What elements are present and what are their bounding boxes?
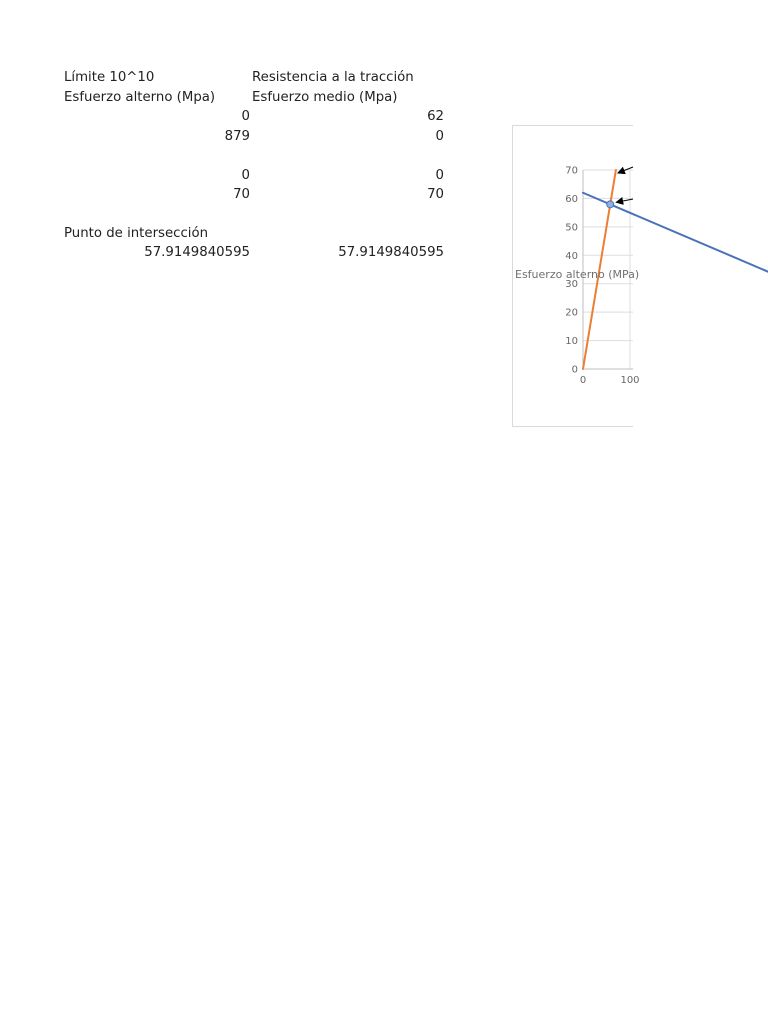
y-tick-label-4: 40 (565, 250, 578, 262)
chart-svg (513, 126, 640, 426)
cell-load-b1: 0 (435, 168, 444, 183)
y-tick-label-3: 30 (565, 279, 578, 291)
y-tick-label-5: 50 (565, 222, 578, 234)
y-tick-label-2: 20 (565, 307, 578, 319)
intersection-marker (607, 201, 614, 208)
cell-goodman-a2: 879 (224, 129, 250, 144)
intersection-b: 57.9149840595 (338, 245, 444, 260)
cell-load-a1: 0 (241, 168, 250, 183)
cell-load-b2: 70 (427, 187, 444, 202)
x-tick-label-0: 0 (579, 375, 587, 386)
header-mean-stress: Esfuerzo medio (Mpa) (252, 90, 398, 105)
y-tick-label-1: 10 (565, 336, 578, 348)
chart-container[interactable] (512, 125, 640, 427)
cell-goodman-a1: 0 (241, 109, 250, 124)
intersection-a: 57.9149840595 (144, 245, 250, 260)
header-limit-label: Límite 10^10 (64, 70, 155, 85)
y-axis-title: Esfuerzo alterno (MPa) (515, 268, 640, 281)
header-tensile-label: Resistencia a la tracción (252, 70, 414, 85)
y-tick-label-7: 70 (565, 165, 578, 177)
cell-goodman-b2: 0 (435, 129, 444, 144)
header-alternating-stress: Esfuerzo alterno (Mpa) (64, 90, 216, 105)
y-tick-label-6: 60 (565, 193, 578, 205)
cell-goodman-b1: 62 (427, 109, 444, 124)
x-tick-label-1: 100 (620, 375, 640, 386)
cell-load-a2: 70 (233, 187, 250, 202)
intersection-label: Punto de intersección (64, 226, 209, 241)
y-tick-label-0: 0 (571, 364, 578, 376)
